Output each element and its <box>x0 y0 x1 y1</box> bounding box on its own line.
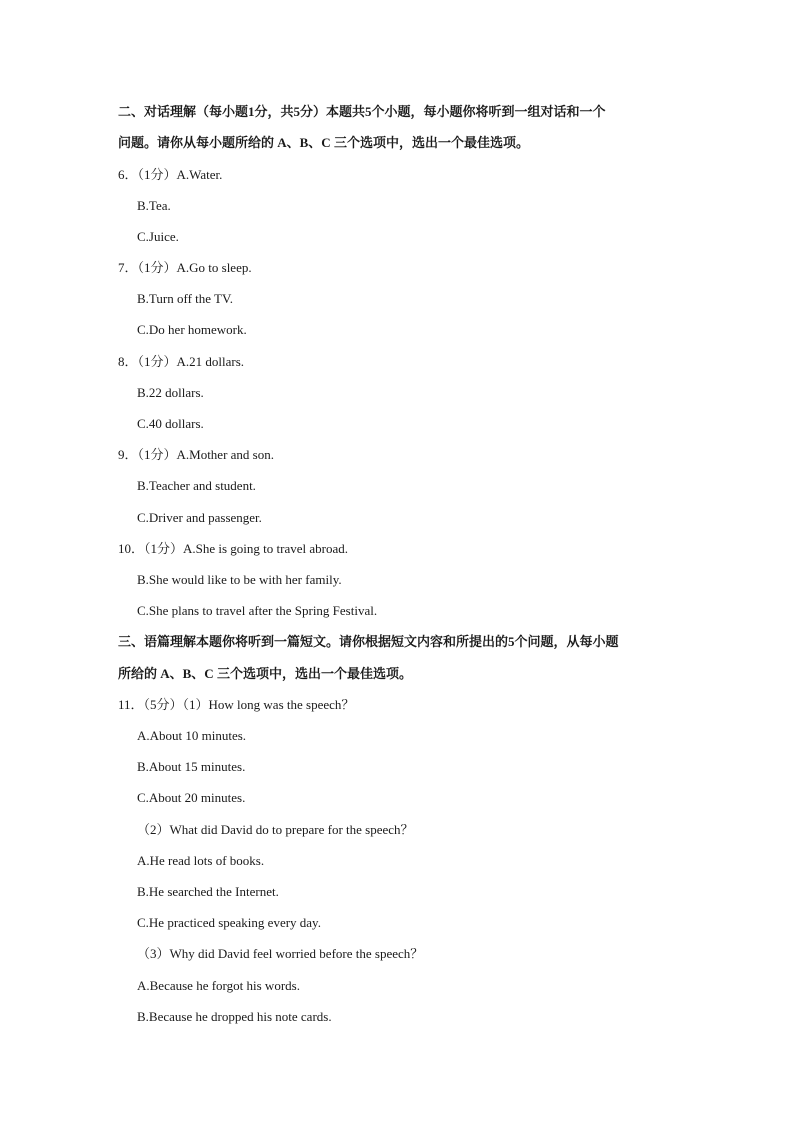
question-6-option-b: B.Tea. <box>137 198 171 213</box>
question-6-option-c: C.Juice. <box>137 229 179 244</box>
section3-heading-line2: 所给的 A、B、C 三个选项中，选出一个最佳选项。 <box>118 666 412 681</box>
question-11-1-option-a: A.About 10 minutes. <box>137 728 247 743</box>
question-11-1-option-b: B.About 15 minutes. <box>137 759 246 774</box>
question-8-stem: 8．（1分）A.21 dollars. <box>118 354 245 369</box>
question-10-option-c: C.She plans to travel after the Spring Festival. <box>137 603 378 618</box>
question-8-option-b: B.22 dollars. <box>137 385 204 400</box>
question-11-3-option-b: B.Because he dropped his note cards. <box>137 1009 332 1024</box>
question-11-stem: 11．（5分）（1）How long was the speech？ <box>118 697 355 712</box>
question-9-stem: 9．（1分）A.Mother and son. <box>118 447 274 462</box>
question-10-stem: 10．（1分）A.She is going to travel abroad. <box>118 541 348 556</box>
question-11-1-option-c: C.About 20 minutes. <box>137 790 246 805</box>
question-7-stem: 7．（1分）A.Go to sleep. <box>118 260 252 275</box>
question-11-2-option-b: B.He searched the Internet. <box>137 884 279 899</box>
question-11-2-stem: （2）What did David do to prepare for the speech？ <box>137 822 414 837</box>
section2-heading-line2: 问题。请你从每小题所给的 A、B、C 三个选项中，选出一个最佳选项。 <box>118 135 529 150</box>
question-7-option-c: C.Do her homework. <box>137 322 247 337</box>
question-7-option-b: B.Turn off the TV. <box>137 291 233 306</box>
question-9-option-b: B.Teacher and student. <box>137 478 256 493</box>
question-11-2-option-c: C.He practiced speaking every day. <box>137 915 321 930</box>
section2-heading-line1: 二、对话理解（每小题1分，共5分）本题共5个小题，每小题你将听到一组对话和一个 <box>118 104 606 119</box>
question-11-2-option-a: A.He read lots of books. <box>137 853 265 868</box>
question-8-option-c: C.40 dollars. <box>137 416 204 431</box>
question-6-stem: 6．（1分）A.Water. <box>118 167 223 182</box>
section3-heading-line1: 三、语篇理解本题你将听到一篇短文。请你根据短文内容和所提出的5个问题，从每小题 <box>118 634 619 649</box>
question-10-option-b: B.She would like to be with her family. <box>137 572 342 587</box>
question-11-3-option-a: A.Because he forgot his words. <box>137 978 300 993</box>
question-9-option-c: C.Driver and passenger. <box>137 510 262 525</box>
question-11-3-stem: （3）Why did David feel worried before the speech？ <box>137 946 424 961</box>
